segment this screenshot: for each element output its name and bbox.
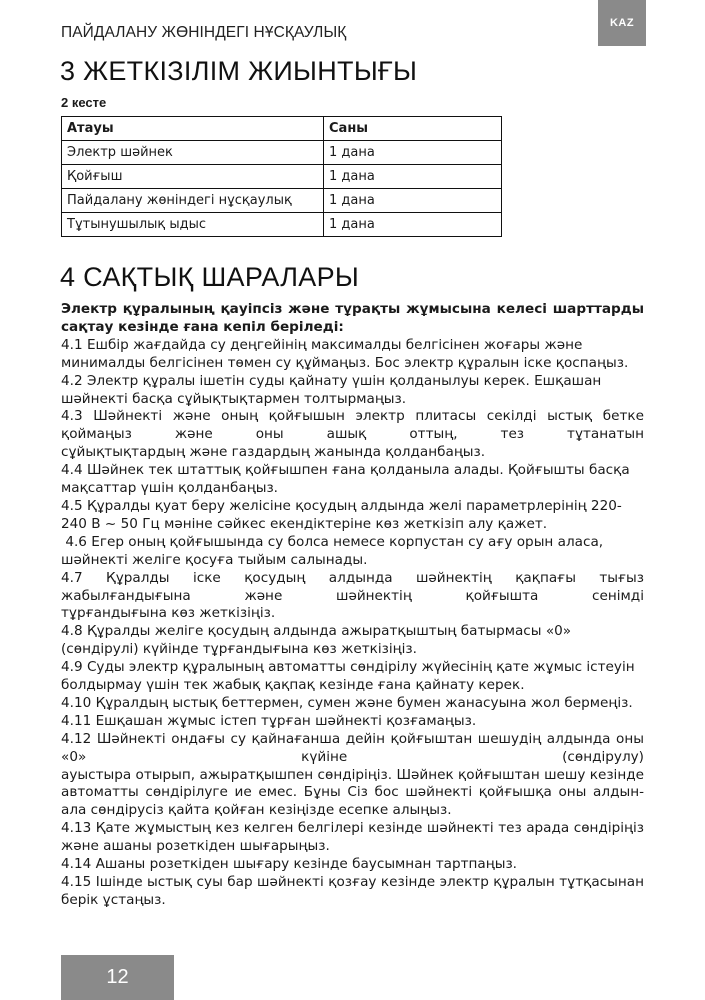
list-item: 4.4 Шәйнек тек штаттық қойғышпен ғана қолданыла алады. Қойғышты басқа мақсаттар үшін қолданбаңыз. <box>61 462 630 497</box>
section-3-title: 3 ЖЕТКІЗІЛІМ ЖИЫНТЫҒЫ <box>60 56 418 86</box>
cell-quantity: 1 дана <box>324 141 502 165</box>
table-row <box>62 141 502 165</box>
cell-item: Қойғыш <box>62 165 324 189</box>
list-item: тұрғандығына көз жеткізіңіз. <box>61 605 276 622</box>
table-row <box>62 165 502 189</box>
list-item: 4.6 Егер оның қойғышында су болса немесе корпустан су ағу орын аласа, шәйнекті желіге қосуға тыйым салынады. <box>61 533 608 568</box>
list-item: 4.14 Ашаны розеткіден шығару кезінде баусымнан тартпаңыз. <box>61 856 518 873</box>
list-item: 4.1 Ешбір жағдайда су деңгейінің максималды белгісінен жоғары және минималды белгісінен төмен су құймаңыз. Бос электр құралын іске қоспаңыз. <box>61 336 629 371</box>
section-4-title: 4 САҚТЫҚ ШАРАЛАРЫ <box>60 262 360 292</box>
list-item: 4.13 Қате жұмыстың кез келген белгілері кезінде шәйнекті тез арада сөндіріңіз және ашаны розеткіден шығарыңыз. <box>61 820 644 855</box>
column-header-name: Атауы <box>62 117 324 141</box>
list-item: 4.12 Шәйнекті ондағы су қайнағанша дейін қойғыштан шешудің алдында оны «0» күйіне (сөндірулу) <box>61 730 644 765</box>
list-item: 4.9 Суды электр құралының автоматты сөндірілу жүйесінің қате жұмыс істеуін болдырмау үшін тек жабық қақпақ кезінде ғана қайнату керек. <box>61 659 635 694</box>
table-row <box>62 213 502 237</box>
running-header-title: ПАЙДАЛАНУ ЖӨНІНДЕГІ НҰСҚАУЛЫҚ <box>61 24 347 41</box>
page-number: 12 <box>61 955 174 1000</box>
delivery-set-table <box>61 116 502 237</box>
list-item: 4.11 Ешқашан жұмыс істеп тұрған шәйнекті қозғамаңыз. <box>61 712 477 729</box>
table-row <box>62 189 502 213</box>
list-item: 4.5 Құралды қуат беру желісіне қосудың алдында желі параметрлерінің 220-240 В ~ 50 Гц мәніне сәйкес екендіктеріне көз жеткізіп алу қажет. <box>61 497 622 532</box>
list-item: ауыстыра отырып, ажыратқышпен сөндіріңіз. Шәйнек қойғыштан шешу кезінде автоматты сөндірілуге ие емес. Бұны Сіз бос шәйнекті қойғышқа оны алдын-ала сөндірусіз қайта қойған кезіңізде есепке алыңыз. <box>61 766 644 819</box>
list-item: 4.2 Электр құралы ішетін суды қайнату үшін қолданылуы керек. Ешқашан шәйнекті басқа сұйықтықтармен толтырмаңыз. <box>61 372 602 407</box>
cell-item: Пайдалану жөніндегі нұсқаулық <box>62 189 324 213</box>
list-item: 4.8 Құралды желіге қосудың алдында ажыратқыштың батырмасы «0» (сөндірулі) күйінде тұрғандығына көз жеткізіңіз. <box>61 623 572 658</box>
column-header-quantity: Саны <box>324 117 502 141</box>
list-item: 4.15 Ішінде ыстық суы бар шәйнекті қозғау кезінде электр құралын тұтқасынан берік ұстаңыз. <box>61 874 644 908</box>
cell-item: Электр шәйнек <box>62 141 324 165</box>
list-item: 4.10 Құралдың ыстық беттермен, сумен және бумен жанасуына жол бермеңіз. <box>61 694 633 711</box>
table-caption: 2 кесте <box>61 95 107 110</box>
list-item: сұйықтықтардың және газдардың жанында қолданбаңыз. <box>61 444 486 461</box>
intro-paragraph: Электр құралының қауіпсіз және тұрақты жұмысына келесі шарттарды сақтау кезінде ғана кепіл беріледі: <box>61 301 644 335</box>
list-item: 4.7 Құралды іске қосудың алдында шәйнектің қақпағы тығыз жабылғандығына және шәйнектің қойғышта сенімді <box>61 569 644 604</box>
cell-quantity: 1 дана <box>324 189 502 213</box>
safety-measures-text <box>61 301 644 910</box>
list-item: 4.3 Шәйнекті және оның қойғышын электр плитасы секілді ыстық бетке қоймаңыз және оны ашық оттың, тез тұтанатын <box>61 408 644 443</box>
language-badge: KAZ <box>598 0 646 46</box>
cell-item: Тұтынушылық ыдыс <box>62 213 324 237</box>
cell-quantity: 1 дана <box>324 213 502 237</box>
table-header-row <box>62 117 502 141</box>
cell-quantity: 1 дана <box>324 165 502 189</box>
